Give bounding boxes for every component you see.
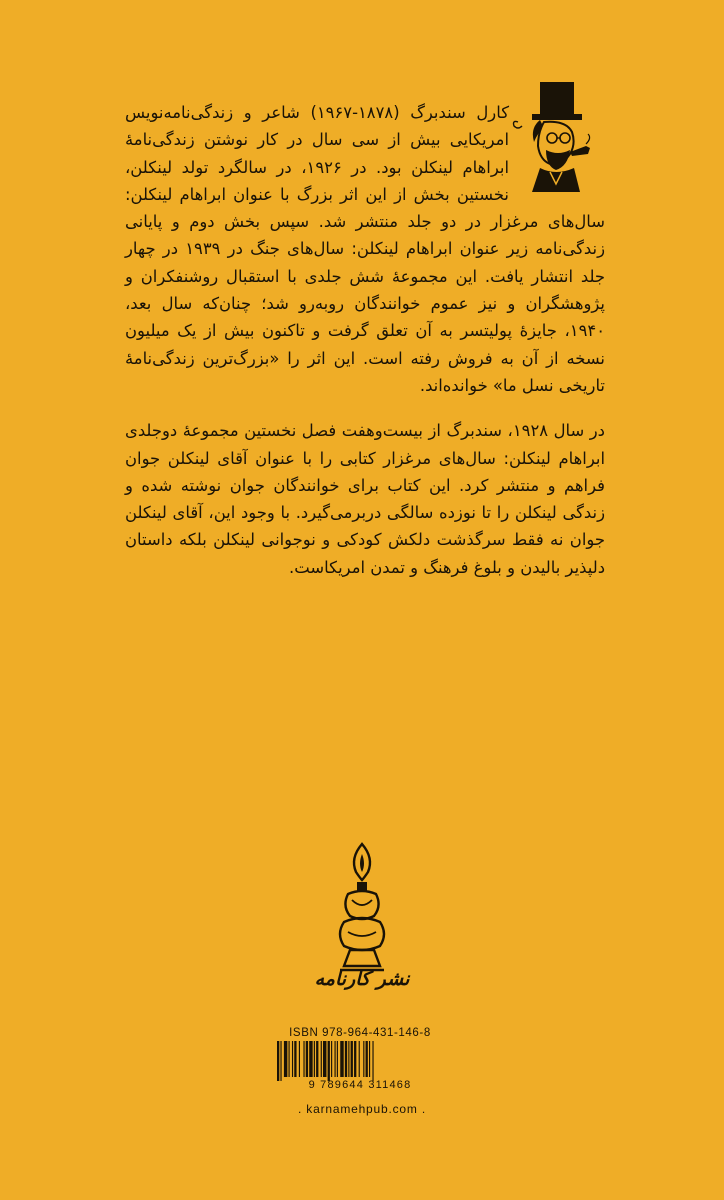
barcode-bar xyxy=(277,1041,279,1081)
blurb-paragraph-1: کارل سندبرگ (۱۸۷۸-۱۹۶۷) شاعر و زندگی‌نامه‌نویس امریکایی بیش از سی سال در کار نوشتن زندگی‌نامهٔ ابراهام لینکلن بود. در ۱۹۲۶، در سالگرد تولد لینکلن، نخستین بخش از این اثر بزرگ با عنوان ابراهام لینکلن: سال‌های مرغزار در دو جلد منتشر شد. سپس بخش دوم و پایانی زندگی‌نامه زیر عنوان ابراهام لینکلن: سال‌های جنگ در ۱۹۳۹ در چهار جلد انتشار یافت. این مجموعهٔ شش جلدی با استقبال روشنفکران و پژوهشگران و نیز عموم خوانندگان روبه‌رو شد؛ چنان‌که سال بعد، ۱۹۴۰، جایزهٔ پولیتسر به آن تعلق گرفت و تاکنون بیش از یک میلیون نسخه از آن به فروش رفته است. این اثر را «بزرگ‌ترین زندگی‌نامهٔ تاریخی نسل ما» خوانده‌اند. xyxy=(125,103,605,395)
publisher-website: . karnamehpub.com . xyxy=(298,1102,426,1116)
barcode-bar xyxy=(294,1041,296,1077)
barcode-bar xyxy=(345,1041,347,1077)
barcode-bar xyxy=(289,1041,290,1077)
barcode-bar xyxy=(299,1041,300,1077)
barcode-bar xyxy=(351,1041,353,1077)
barcode-bar xyxy=(366,1041,368,1077)
barcode-bar xyxy=(284,1041,287,1077)
barcode-bar xyxy=(348,1041,349,1077)
publisher-logotype: نشر کارنامه xyxy=(314,968,410,990)
barcode-bar xyxy=(372,1041,373,1081)
barcode-bar xyxy=(363,1041,364,1077)
barcode-bar xyxy=(280,1041,281,1081)
barcode-bar xyxy=(316,1041,318,1077)
barcode-bar xyxy=(331,1041,332,1077)
barcode-bar xyxy=(335,1041,336,1077)
barcode-bar xyxy=(337,1041,338,1077)
barcode-bar xyxy=(359,1041,360,1077)
barcode-bar xyxy=(340,1041,343,1077)
barcode-bars xyxy=(271,1041,449,1081)
isbn-barcode xyxy=(271,1027,449,1093)
barcode-bar xyxy=(354,1041,356,1077)
barcode-bar xyxy=(323,1041,326,1077)
barcode-bar xyxy=(303,1041,304,1077)
barcode-digits: 9 789644 311468 xyxy=(308,1079,412,1091)
barcode-bar xyxy=(321,1041,322,1077)
isbn-number: ISBN 978-964-431-146-8 xyxy=(289,1027,431,1039)
barcode-bar xyxy=(306,1041,308,1077)
barcode-bar xyxy=(369,1041,370,1077)
blurb-paragraph-2: در سال ۱۹۲۸، سندبرگ از بیست‌وهفت فصل نخستین مجموعهٔ دوجلدی ابراهام لینکلن: سال‌های مرغزار کتابی را با عنوان آقای لینکلن جوان فراهم و منتشر کرد. این کتاب برای خوانندگان جوان نوشته شده و زندگی لینکلن را تا نوزده سالگی دربرمی‌گیرد. با وجود این، آقای لینکلن جوان نه فقط سرگذشت دلکش کودکی و نوجوانی لینکلن بلکه داستان دلپذیر بالیدن و بلوغ فرهنگ و تمدن امریکاست. xyxy=(125,421,605,577)
back-cover-blurb xyxy=(125,99,605,599)
barcode-bar xyxy=(309,1041,312,1077)
barcode-bar xyxy=(292,1041,293,1077)
barcode-bar xyxy=(328,1041,330,1081)
barcode-bar xyxy=(314,1041,315,1077)
portrait-text-wrap-space xyxy=(513,99,605,181)
